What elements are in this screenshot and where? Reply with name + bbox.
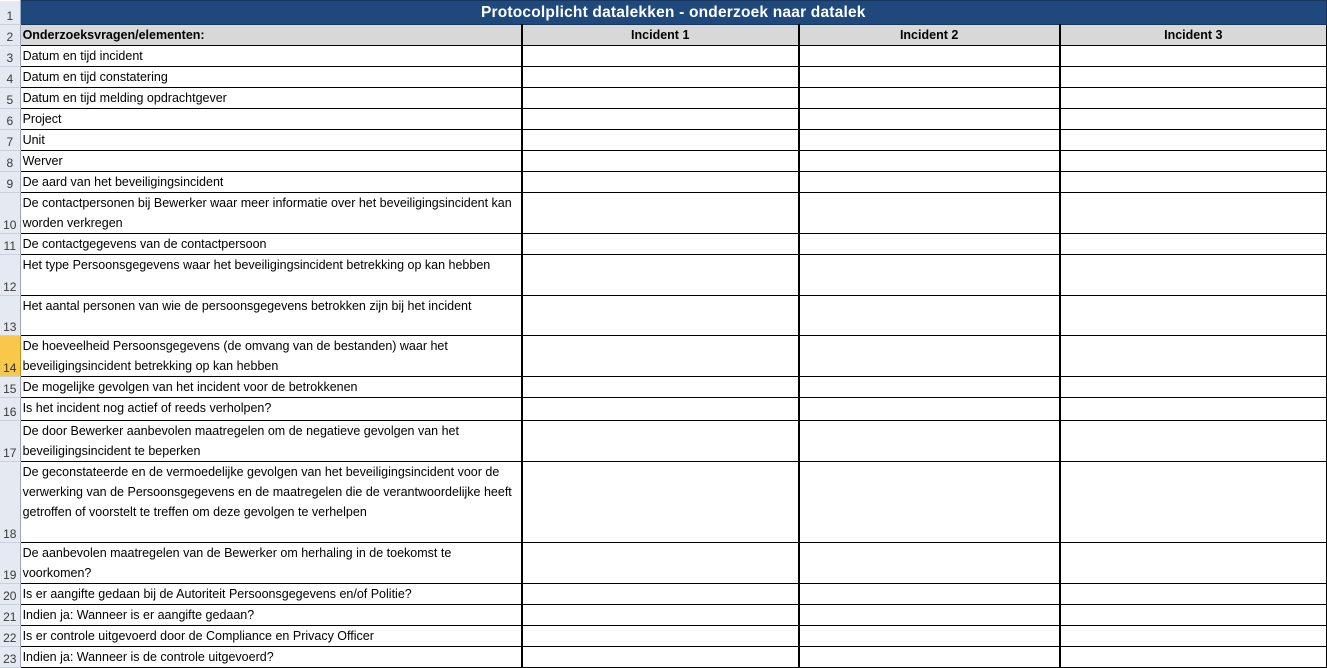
question-cell[interactable]: De geconstateerde en de vermoedelijke gevolgen van het beveiligingsincident voor de verwerking van de Persoonsgegevens en de maatregelen die de verantwoordelijke heeft getroffen of voorstelt te treffen om deze gevolgen te verhelpen — [20, 462, 522, 543]
incident-1-cell[interactable] — [522, 377, 799, 398]
question-cell[interactable]: De hoeveelheid Persoonsgegevens (de omvang van de bestanden) waar het beveiligingsincident betrekking op kan hebben — [20, 336, 522, 377]
incident-1-cell[interactable] — [522, 151, 799, 172]
question-cell[interactable]: De door Bewerker aanbevolen maatregelen om de negatieve gevolgen van het beveiligingsincident te beperken — [20, 421, 522, 462]
row-header[interactable]: 10 — [0, 193, 20, 234]
incident-3-cell[interactable] — [1060, 421, 1327, 462]
incident-2-cell[interactable] — [799, 172, 1060, 193]
incident-2-cell[interactable] — [799, 543, 1060, 584]
column-header-incident-1[interactable]: Incident 1 — [522, 25, 799, 46]
question-cell[interactable]: Unit — [20, 130, 522, 151]
row-header[interactable]: 20 — [0, 584, 20, 605]
row-header[interactable]: 6 — [0, 109, 20, 130]
incident-1-cell[interactable] — [522, 67, 799, 88]
incident-1-cell[interactable] — [522, 109, 799, 130]
incident-1-cell[interactable] — [522, 421, 799, 462]
question-cell[interactable]: Project — [20, 109, 522, 130]
incident-1-cell[interactable] — [522, 647, 799, 668]
incident-1-cell[interactable] — [522, 296, 799, 336]
question-cell[interactable]: Datum en tijd incident — [20, 46, 522, 67]
incident-2-cell[interactable] — [799, 67, 1060, 88]
incident-1-cell[interactable] — [522, 462, 799, 543]
incident-3-cell[interactable] — [1060, 584, 1327, 605]
incident-1-cell[interactable] — [522, 255, 799, 296]
incident-3-cell[interactable] — [1060, 172, 1327, 193]
row-header[interactable]: 1 — [0, 1, 20, 25]
incident-2-cell[interactable] — [799, 336, 1060, 377]
incident-2-cell[interactable] — [799, 398, 1060, 421]
incident-1-cell[interactable] — [522, 605, 799, 626]
column-header-incident-2[interactable]: Incident 2 — [799, 25, 1060, 46]
question-cell[interactable]: De mogelijke gevolgen van het incident voor de betrokkenen — [20, 377, 522, 398]
incident-1-cell[interactable] — [522, 46, 799, 67]
incident-1-cell[interactable] — [522, 193, 799, 234]
row-header[interactable]: 11 — [0, 234, 20, 255]
row-header[interactable]: 9 — [0, 172, 20, 193]
incident-1-cell[interactable] — [522, 336, 799, 377]
incident-2-cell[interactable] — [799, 46, 1060, 67]
incident-3-cell[interactable] — [1060, 398, 1327, 421]
row-header[interactable]: 22 — [0, 626, 20, 647]
incident-3-cell[interactable] — [1060, 336, 1327, 377]
incident-3-cell[interactable] — [1060, 109, 1327, 130]
question-cell[interactable]: Indien ja: Wanneer is er aangifte gedaan? — [20, 605, 522, 626]
question-cell[interactable]: Is het incident nog actief of reeds verholpen? — [20, 398, 522, 421]
incident-2-cell[interactable] — [799, 255, 1060, 296]
question-cell[interactable]: Is er controle uitgevoerd door de Compliance en Privacy Officer — [20, 626, 522, 647]
incident-1-cell[interactable] — [522, 398, 799, 421]
row-header[interactable]: 16 — [0, 398, 20, 421]
row-header[interactable]: 17 — [0, 421, 20, 462]
row-header[interactable]: 2 — [0, 25, 20, 46]
column-header-questions[interactable]: Onderzoeksvragen/elementen: — [20, 25, 522, 46]
question-cell[interactable]: Het type Persoonsgegevens waar het beveiligingsincident betrekking op kan hebben — [20, 255, 522, 296]
incident-1-cell[interactable] — [522, 88, 799, 109]
incident-3-cell[interactable] — [1060, 234, 1327, 255]
row-header[interactable]: 8 — [0, 151, 20, 172]
question-cell[interactable]: Datum en tijd melding opdrachtgever — [20, 88, 522, 109]
row-header[interactable]: 12 — [0, 255, 20, 296]
question-cell[interactable]: Het aantal personen van wie de persoonsgegevens betrokken zijn bij het incident — [20, 296, 522, 336]
row-header[interactable]: 4 — [0, 67, 20, 88]
incident-1-cell[interactable] — [522, 130, 799, 151]
question-cell[interactable]: Datum en tijd constatering — [20, 67, 522, 88]
question-cell[interactable]: De contactgegevens van de contactpersoon — [20, 234, 522, 255]
incident-3-cell[interactable] — [1060, 296, 1327, 336]
incident-2-cell[interactable] — [799, 605, 1060, 626]
row-header[interactable]: 23 — [0, 647, 20, 668]
incident-2-cell[interactable] — [799, 377, 1060, 398]
incident-3-cell[interactable] — [1060, 67, 1327, 88]
incident-3-cell[interactable] — [1060, 46, 1327, 67]
incident-3-cell[interactable] — [1060, 647, 1327, 668]
incident-2-cell[interactable] — [799, 647, 1060, 668]
incident-2-cell[interactable] — [799, 626, 1060, 647]
incident-3-cell[interactable] — [1060, 88, 1327, 109]
question-cell[interactable]: Indien ja: Wanneer is de controle uitgevoerd? — [20, 647, 522, 668]
question-cell[interactable]: De contactpersonen bij Bewerker waar meer informatie over het beveiligingsincident kan worden verkregen — [20, 193, 522, 234]
row-header[interactable]: 3 — [0, 46, 20, 67]
question-cell[interactable]: Is er aangifte gedaan bij de Autoriteit Persoonsgegevens en/of Politie? — [20, 584, 522, 605]
incident-3-cell[interactable] — [1060, 626, 1327, 647]
row-header[interactable]: 19 — [0, 543, 20, 584]
question-cell[interactable]: De aard van het beveiligingsincident — [20, 172, 522, 193]
incident-3-cell[interactable] — [1060, 130, 1327, 151]
incident-2-cell[interactable] — [799, 421, 1060, 462]
incident-3-cell[interactable] — [1060, 151, 1327, 172]
incident-3-cell[interactable] — [1060, 193, 1327, 234]
row-header[interactable]: 13 — [0, 296, 20, 336]
incident-1-cell[interactable] — [522, 584, 799, 605]
incident-2-cell[interactable] — [799, 88, 1060, 109]
incident-2-cell[interactable] — [799, 584, 1060, 605]
incident-2-cell[interactable] — [799, 151, 1060, 172]
incident-2-cell[interactable] — [799, 296, 1060, 336]
incident-2-cell[interactable] — [799, 109, 1060, 130]
incident-3-cell[interactable] — [1060, 543, 1327, 584]
row-header[interactable]: 7 — [0, 130, 20, 151]
incident-2-cell[interactable] — [799, 130, 1060, 151]
incident-1-cell[interactable] — [522, 172, 799, 193]
row-header[interactable]: 15 — [0, 377, 20, 398]
incident-1-cell[interactable] — [522, 543, 799, 584]
incident-3-cell[interactable] — [1060, 377, 1327, 398]
incident-3-cell[interactable] — [1060, 462, 1327, 543]
question-cell[interactable]: Werver — [20, 151, 522, 172]
row-header[interactable]: 21 — [0, 605, 20, 626]
incident-1-cell[interactable] — [522, 234, 799, 255]
row-header[interactable]: 18 — [0, 462, 20, 543]
incident-2-cell[interactable] — [799, 462, 1060, 543]
incident-1-cell[interactable] — [522, 626, 799, 647]
sheet-title[interactable]: Protocolplicht datalekken - onderzoek naar datalek — [20, 1, 1326, 25]
incident-3-cell[interactable] — [1060, 605, 1327, 626]
incident-2-cell[interactable] — [799, 193, 1060, 234]
column-header-incident-3[interactable]: Incident 3 — [1060, 25, 1327, 46]
row-header-selected[interactable]: 14 — [0, 336, 20, 377]
incident-3-cell[interactable] — [1060, 255, 1327, 296]
row-header[interactable]: 5 — [0, 88, 20, 109]
incident-2-cell[interactable] — [799, 234, 1060, 255]
question-cell[interactable]: De aanbevolen maatregelen van de Bewerker om herhaling in de toekomst te voorkomen? — [20, 543, 522, 584]
